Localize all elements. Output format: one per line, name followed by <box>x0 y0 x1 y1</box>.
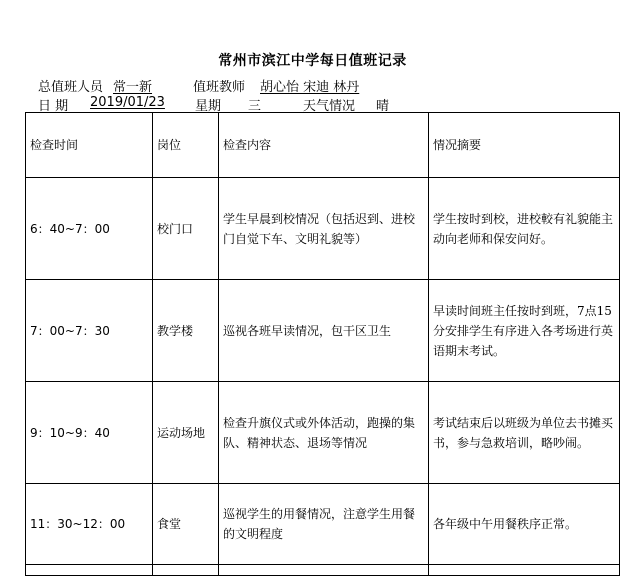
cell-post: 校门口 <box>153 178 219 280</box>
cell-content: 巡视各班早读情况，包干区卫生 <box>219 280 429 382</box>
teacher-value: 胡心怡 宋迪 林丹 <box>260 80 360 95</box>
cell-content: 学生早晨到校情况（包括迟到、进校门自觉下车、文明礼貌等） <box>219 178 429 280</box>
table-row <box>26 484 620 565</box>
page-title: 常州市滨江中学每日值班记录 <box>218 53 407 69</box>
col-header-summary: 情况摘要 <box>429 113 620 178</box>
cell-time: 7：00~7：30 <box>26 280 153 382</box>
date-label: 日 期 <box>38 99 69 114</box>
cell-summary: 考试结束后以班级为单位去书摊买书，参与急救培训，略吵闹。 <box>429 382 620 484</box>
duty-log-table <box>25 112 620 576</box>
teacher-label: 值班教师 <box>193 80 246 95</box>
general-value: 常一新 <box>113 80 153 95</box>
table-row <box>26 382 620 484</box>
cell-post: 运动场地 <box>153 382 219 484</box>
cell-time: 11：30~12：00 <box>26 484 153 565</box>
weather-value: 晴 <box>376 99 390 114</box>
week-label: 星期 <box>195 99 222 114</box>
cell-summary: 各年级中午用餐秩序正常。 <box>429 484 620 565</box>
col-header-content: 检查内容 <box>219 113 429 178</box>
table-row <box>26 178 620 280</box>
cell-time: 6：40~7：00 <box>26 178 153 280</box>
date-value: 2019/01/23 <box>90 95 165 110</box>
cell-summary: 早读时间班主任按时到班，7点15分安排学生有序进入各考场进行英语期末考试。 <box>429 280 620 382</box>
general-label: 总值班人员 <box>38 80 104 95</box>
cell-post: 食堂 <box>153 484 219 565</box>
cell-time: 9：10~9：40 <box>26 382 153 484</box>
cell-summary: 学生按时到校，进校較有礼貌能主动向老师和保安问好。 <box>429 178 620 280</box>
cell-content: 巡视学生的用餐情况，注意学生用餐的文明程度 <box>219 484 429 565</box>
weather-label: 天气情况 <box>303 99 356 114</box>
cell-post: 教学楼 <box>153 280 219 382</box>
col-header-post: 岗位 <box>153 113 219 178</box>
week-value: 三 <box>248 99 262 114</box>
cell-content: 检查升旗仪式或外体活动，跑操的集队、精神状态、退场等情况 <box>219 382 429 484</box>
table-header-row <box>26 113 620 178</box>
table-row <box>26 280 620 382</box>
col-header-time: 检查时间 <box>26 113 153 178</box>
